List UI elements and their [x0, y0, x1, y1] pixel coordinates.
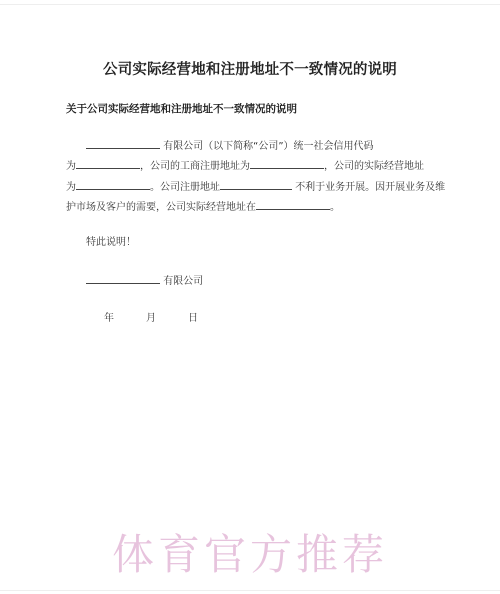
- paragraph-line-2: [66, 159, 424, 174]
- paragraph-line-3-suffix: 不利于业务开展。因开展业务及维: [295, 182, 446, 193]
- paragraph-line-4: [66, 200, 340, 215]
- date-month: 月: [146, 313, 156, 324]
- paragraph-line-3: [66, 180, 445, 195]
- watermark: 体育官方推荐: [111, 530, 388, 579]
- paragraph-line-3-prefix: 为: [66, 182, 76, 193]
- signature-date: [66, 312, 198, 326]
- registered-address-blank-2: [220, 180, 292, 190]
- paragraph-line-4-prefix: 护市场及客户的需要，公司实际经营地址在: [66, 202, 256, 213]
- actual-address-blank: [256, 200, 330, 210]
- paragraph-line-2-suffix: ，公司的实际经营地址: [324, 161, 424, 172]
- date-day: 日: [188, 313, 198, 324]
- special-note-text: 特此说明！: [86, 237, 136, 248]
- signature-company: [66, 274, 203, 289]
- company-name-blank: [86, 139, 160, 149]
- paragraph-line-2-mid: ，公司的工商注册地址为: [140, 161, 250, 172]
- top-divider: [0, 4, 500, 5]
- bottom-divider: [0, 590, 500, 591]
- paragraph-line-1-text: 有限公司（以下简称“公司”）统一社会信用代码: [163, 141, 374, 152]
- credit-code-blank: [76, 159, 140, 169]
- paragraph-line-1: [66, 139, 374, 154]
- registered-address-blank: [250, 159, 324, 169]
- date-year: 年: [104, 313, 114, 324]
- paragraph-line-4-suffix: 。: [330, 202, 340, 213]
- section-heading: 关于公司实际经营地和注册地址不一致情况的说明: [66, 103, 297, 115]
- signature-company-blank: [86, 274, 160, 284]
- document-title: 公司实际经营地和注册地址不一致情况的说明: [103, 62, 397, 78]
- operating-address-blank: [76, 180, 150, 190]
- signature-company-suffix: 有限公司: [163, 276, 204, 287]
- special-note: [66, 236, 136, 250]
- paragraph-line-3-mid: 。公司注册地址: [150, 182, 220, 193]
- paragraph-line-2-prefix: 为: [66, 161, 76, 172]
